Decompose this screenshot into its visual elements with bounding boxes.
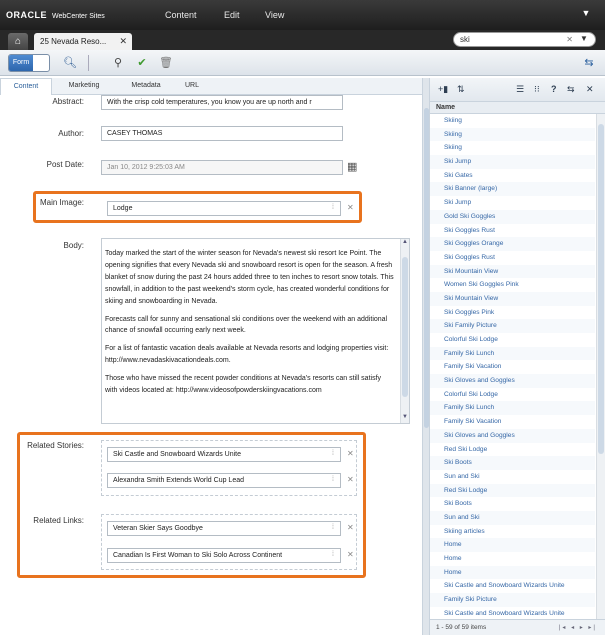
result-item[interactable]: Home: [430, 566, 595, 580]
result-item[interactable]: Ski Gates: [444, 171, 473, 179]
remove-icon[interactable]: ✕: [347, 475, 354, 484]
drag-handle-icon[interactable]: ⁞: [332, 476, 334, 483]
form-scroll-thumb[interactable]: [424, 108, 429, 428]
result-item[interactable]: Family Ski Lunch: [430, 347, 595, 361]
result-item[interactable]: Home: [430, 538, 595, 552]
results-count: 1 - 59 of 59 items: [436, 624, 487, 631]
result-item[interactable]: Family Ski Vacation: [444, 418, 502, 426]
body-rich-text-editor[interactable]: [101, 238, 410, 424]
result-item[interactable]: Skiing articles: [444, 527, 485, 535]
body-paragraph: Those who have missed the recent powder conditions at Nevada's resorts can still satisfy with videos located at: http://www.videosofpowderskiingvacations.com: [105, 375, 382, 395]
body-paragraph: Today marked the start of the winter season for Nevada's newest ski resort Ice Point. The opening signifies that every Nevada ski and snowboard resort is open for the season. A fresh blanket of snow during the past 24 hours added three to ten inches to resort snow totals. This snowfall, in addition to the past weekend's storm cycle, has created wonderful conditions for skiing and snowboarding in Nevada.: [105, 250, 394, 305]
form-view-toggle[interactable]: [8, 54, 50, 72]
tab-document-label: 25 Nevada Reso...: [40, 37, 107, 46]
scroll-thumb[interactable]: [402, 257, 408, 397]
tab-document[interactable]: [34, 33, 132, 50]
dock-icon[interactable]: ⇆: [567, 84, 575, 94]
result-item[interactable]: Family Ski Lunch: [430, 401, 595, 415]
results-footer: [430, 619, 605, 635]
result-item[interactable]: Ski Boots: [430, 456, 595, 470]
list-view-icon[interactable]: ☰: [516, 84, 525, 94]
menu-view[interactable]: View: [265, 10, 285, 20]
add-to-icon[interactable]: +▮: [438, 84, 449, 94]
post-date-field[interactable]: Jan 10, 2012 9:25:03 AM: [101, 160, 343, 175]
refresh-icon[interactable]: ⇆: [584, 57, 594, 69]
preview-icon[interactable]: 🔍︎: [63, 57, 77, 69]
form-scrollbar[interactable]: [422, 78, 430, 635]
related-link-field[interactable]: Canadian Is First Woman to Ski Solo Across Continent: [107, 548, 341, 563]
search-input[interactable]: [453, 32, 596, 47]
result-item[interactable]: Ski Jump: [444, 199, 472, 207]
tab-url[interactable]: URL: [184, 82, 199, 89]
related-link-field[interactable]: Veteran Skier Says Goodbye: [107, 521, 341, 536]
result-item[interactable]: Ski Goggles Orange: [430, 237, 595, 251]
result-item[interactable]: Women Ski Goggles Pink: [444, 281, 519, 289]
result-item[interactable]: Gold Ski Goggles: [430, 210, 595, 224]
calendar-icon[interactable]: ▦: [347, 161, 358, 173]
result-item[interactable]: Ski Gloves and Goggles: [430, 429, 595, 443]
results-toolbar: [430, 78, 605, 102]
body-scrollbar[interactable]: [400, 239, 409, 423]
drag-handle-icon[interactable]: ⁞: [332, 524, 334, 531]
brand-logo: ORACLE WebCenter Sites: [6, 10, 105, 20]
result-item[interactable]: Family Ski Picture: [430, 593, 595, 607]
scroll-up-icon[interactable]: ▲: [402, 239, 408, 245]
related-story-field[interactable]: Ski Castle and Snowboard Wizards Unite: [107, 447, 341, 462]
result-item[interactable]: Skiing: [444, 117, 462, 124]
result-item[interactable]: Red Ski Lodge: [444, 445, 488, 453]
close-tab-icon[interactable]: ✕: [119, 36, 127, 46]
main-image-label: Main Image:: [39, 198, 84, 207]
form-tabs: [0, 78, 422, 95]
content-form: [0, 95, 422, 635]
approve-check-icon[interactable]: ✔: [137, 57, 147, 69]
toolbar: [0, 50, 605, 76]
results-list: [430, 114, 595, 619]
toolbar-divider: [88, 55, 89, 71]
result-item[interactable]: Ski Gloves and Goggles: [430, 374, 595, 388]
result-item[interactable]: Ski Mountain View: [430, 265, 595, 279]
remove-icon[interactable]: ✕: [347, 203, 354, 212]
result-item[interactable]: Sun and Ski: [444, 472, 480, 480]
help-icon[interactable]: ?: [551, 84, 557, 94]
body-paragraph: For a list of fantastic vacation deals available at Nevada resorts and lodging properties visit: http://www.nevadaskivacationdeals.com.: [105, 345, 389, 365]
sort-icon[interactable]: ⇅: [457, 84, 465, 94]
close-panel-icon[interactable]: ✕: [586, 84, 594, 94]
related-story-field[interactable]: Alexandra Smith Extends World Cup Lead: [107, 473, 341, 488]
result-item[interactable]: Ski Banner (large): [430, 182, 595, 196]
search-dropdown-icon[interactable]: ▼: [580, 34, 588, 43]
form-view-label: Form: [9, 55, 33, 71]
result-item[interactable]: Family Ski Vacation: [444, 363, 502, 371]
drag-handle-icon[interactable]: ⁞: [332, 551, 334, 558]
related-stories-label: Related Stories:: [27, 441, 84, 450]
result-item[interactable]: Home: [444, 555, 462, 562]
results-scrollbar[interactable]: [596, 114, 605, 619]
body-paragraph: Forecasts call for sunny and sensational ski conditions over the weekend with an additional chance of snowfall occurring early next week.: [105, 315, 388, 335]
result-item[interactable]: Red Ski Lodge: [430, 484, 595, 498]
author-label: Author:: [58, 129, 84, 138]
post-date-label: Post Date:: [46, 160, 84, 169]
menu-content[interactable]: Content: [165, 10, 197, 20]
thumbnail-view-icon[interactable]: ⁝⁝: [534, 84, 540, 94]
result-item[interactable]: Ski Family Picture: [430, 319, 595, 333]
result-item[interactable]: Ski Goggles Pink: [444, 308, 495, 316]
find-binoculars-icon[interactable]: ⚲: [113, 57, 123, 69]
result-item[interactable]: Ski Castle and Snowboard Wizards Unite: [444, 582, 565, 590]
pager-icon[interactable]: |◂ ◂ ▸ ▸|: [558, 625, 597, 631]
result-item[interactable]: Colorful Ski Lodge: [444, 390, 498, 398]
clear-search-icon[interactable]: ✕: [566, 35, 573, 44]
result-item[interactable]: Ski Jump: [430, 155, 595, 169]
tab-marketing[interactable]: Marketing: [68, 82, 100, 89]
tab-content[interactable]: Content: [0, 78, 52, 95]
result-item[interactable]: Ski Goggles Rust: [444, 253, 495, 261]
top-bar: [0, 0, 605, 30]
result-item[interactable]: Ski Boots: [444, 500, 472, 508]
author-field[interactable]: CASEY THOMAS: [101, 126, 343, 141]
result-item[interactable]: Ski Mountain View: [430, 292, 595, 306]
remove-icon[interactable]: ✕: [347, 449, 354, 458]
result-item[interactable]: Skiing: [444, 144, 462, 152]
related-links-label: Related Links:: [33, 516, 84, 525]
user-menu-chevron-icon[interactable]: ▼: [581, 8, 591, 18]
delete-trash-icon[interactable]: 🗑︎: [159, 57, 173, 69]
result-item[interactable]: Colorful Ski Lodge: [444, 336, 498, 343]
search-value: ski: [460, 35, 470, 44]
result-item[interactable]: Ski Castle and Snowboard Wizards Unite: [444, 609, 565, 617]
abstract-field[interactable]: With the crisp cold temperatures, you know you are up north and r: [101, 95, 343, 110]
body-text: [105, 248, 395, 403]
main-image-field[interactable]: Lodge: [107, 201, 341, 216]
abstract-label: Abstract:: [52, 97, 84, 106]
tab-metadata[interactable]: Metadata: [131, 82, 161, 89]
drag-handle-icon[interactable]: ⁞: [332, 450, 334, 457]
result-item[interactable]: Ski Goggles Rust: [444, 226, 495, 234]
menu-edit[interactable]: Edit: [224, 10, 240, 20]
result-item[interactable]: Sun and Ski: [430, 511, 595, 525]
drag-handle-icon[interactable]: ⁞: [332, 204, 334, 211]
results-scroll-thumb[interactable]: [598, 124, 604, 454]
body-label: Body:: [63, 241, 84, 250]
result-item[interactable]: Skiing: [430, 128, 595, 142]
scroll-down-icon[interactable]: ▼: [402, 414, 408, 420]
remove-icon[interactable]: ✕: [347, 523, 354, 532]
name-column-header[interactable]: Name: [430, 102, 605, 114]
remove-icon[interactable]: ✕: [347, 550, 354, 559]
home-icon[interactable]: ⌂: [8, 33, 28, 50]
search-results-panel: [430, 78, 605, 635]
